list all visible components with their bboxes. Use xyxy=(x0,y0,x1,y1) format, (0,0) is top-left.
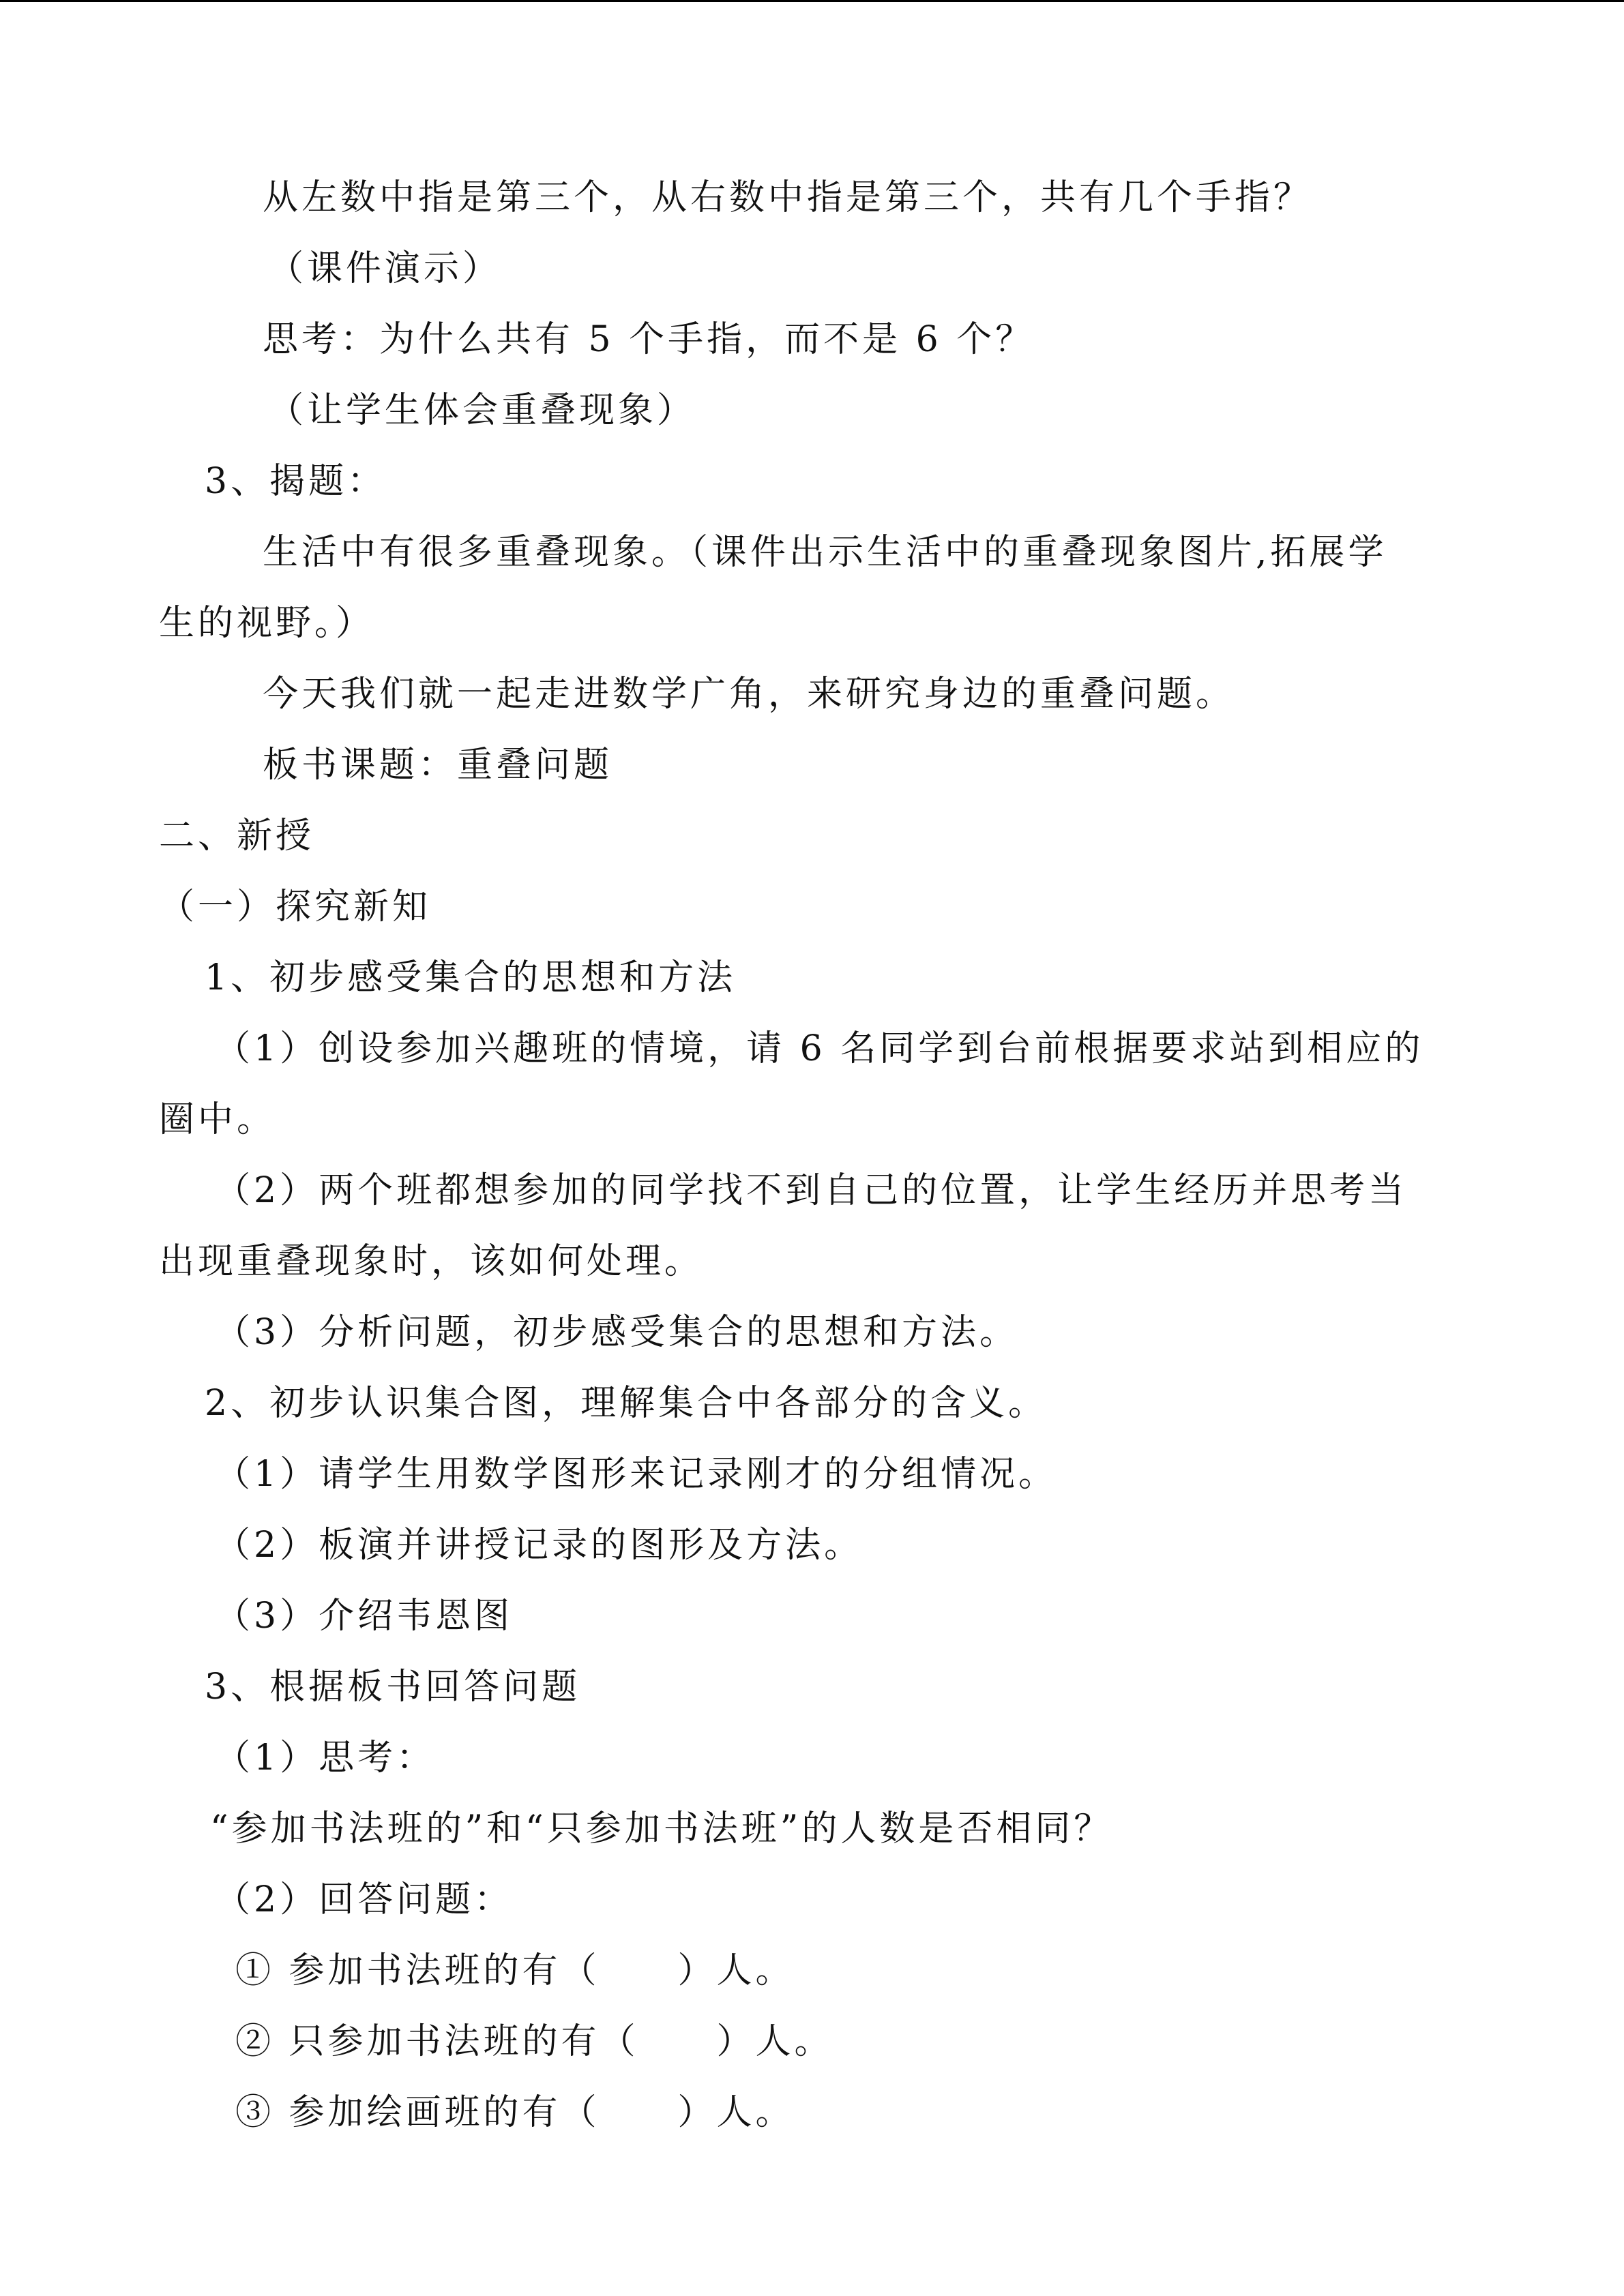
text-line: 今天我们就一起走进数学广角，来研究身边的重叠问题。 xyxy=(263,674,1235,715)
text-line: “参加书法班的”和“只参加书法班”的人数是否相同？ xyxy=(210,1808,1113,1849)
text-line: 生活中有很多重叠现象。（课件出示生活中的重叠现象图片,拓展学 xyxy=(263,532,1387,573)
text-line: 3、根据板书回答问题 xyxy=(205,1667,581,1708)
text-line: 从左数中指是第三个，从右数中指是第三个，共有几个手指？ xyxy=(263,177,1313,218)
text-line: 圈中。 xyxy=(159,1099,276,1140)
text-line: 1、初步感受集合的思想和方法 xyxy=(205,957,737,998)
text-line: ③ 参加绘画班的有（ ）人。 xyxy=(235,2092,795,2133)
text-line: 2、初步认识集合图，理解集合中各部分的含义。 xyxy=(205,1383,1048,1424)
text-line: （3）介绍韦恩图 xyxy=(215,1596,514,1637)
text-line: 出现重叠现象时，该如何处理。 xyxy=(159,1241,704,1282)
text-line: （一）探究新知 xyxy=(159,886,432,927)
text-line: ① 参加书法班的有（ ）人。 xyxy=(235,1950,795,1991)
text-line: （1）请学生用数学图形来记录刚才的分组情况。 xyxy=(215,1454,1058,1495)
text-line: （课件演示） xyxy=(268,248,502,289)
text-line: 思考：为什么共有 5 个手指，而不是 6 个？ xyxy=(263,319,1035,360)
text-line: 3、揭题： xyxy=(205,461,387,502)
page-top-border xyxy=(0,0,1624,2)
text-line: 生的视野。） xyxy=(159,603,375,644)
text-line: 板书课题：重叠问题 xyxy=(263,745,613,786)
text-line: （2）两个班都想参加的同学找不到自己的位置，让学生经历并思考当 xyxy=(215,1170,1408,1211)
text-line: （1）思考： xyxy=(215,1738,436,1778)
text-line: （2）回答问题： xyxy=(215,1879,514,1920)
text-line: （1）创设参加兴趣班的情境，请 6 名同学到台前根据要求站到相应的 xyxy=(215,1028,1424,1069)
text-line: （2）板演并讲授记录的图形及方法。 xyxy=(215,1525,863,1566)
text-line: （让学生体会重叠现象） xyxy=(268,390,696,431)
text-line: 二、新授 xyxy=(159,816,315,856)
text-line: ② 只参加书法班的有（ ）人。 xyxy=(235,2021,833,2062)
text-line: （3）分析问题，初步感受集合的思想和方法。 xyxy=(215,1312,1019,1353)
